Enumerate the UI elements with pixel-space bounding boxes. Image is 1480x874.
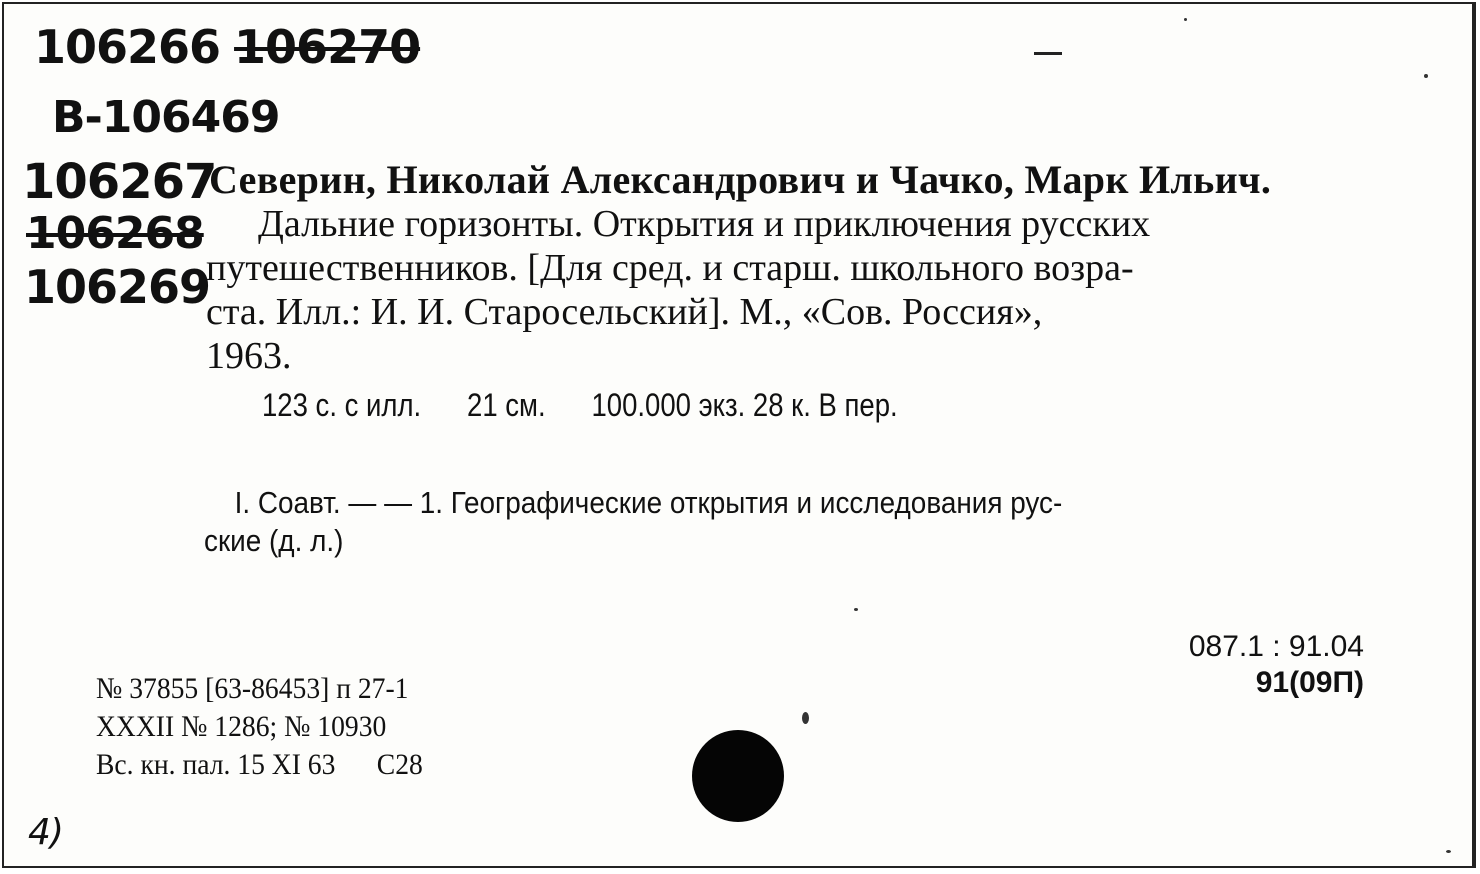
tracing-line: I. Соавт. — — 1. Географические открытия и исследования рус-	[234, 485, 1063, 520]
card-punch-hole	[692, 730, 784, 822]
description-line: Дальние горизонты. Открытия и приключения русских	[258, 203, 1151, 245]
description-line: ста. Илл.: И. И. Старосельский]. М., «Сов. Россия»,	[206, 291, 1043, 333]
bbk-classification: 91(09П)	[1255, 666, 1364, 699]
udc-classification: 087.1 : 91.04	[1188, 630, 1364, 663]
collation-line: 123 с. с илл. 21 см. 100.000 экз. 28 к. В пер.	[262, 387, 898, 423]
catalog-card	[2, 2, 1476, 868]
title-description	[206, 202, 1376, 378]
description-line: путешественников. [Для сред. и старш. школьного возра-	[206, 247, 1134, 289]
imprint-line: Вс. кн. пал. 15 XI 63 С28	[96, 748, 423, 781]
inventory-number-line-1	[34, 20, 420, 74]
scan-speck	[1446, 850, 1451, 853]
scan-speck	[802, 712, 809, 724]
inventory-number-line-2: В-106469	[52, 92, 280, 143]
inventory-number-3: 106267	[22, 154, 217, 210]
author-heading: Северин, Николай Александрович и Чачко, Марк Ильич.	[209, 157, 1272, 202]
imprint-line: XXXII № 1286; № 10930	[96, 710, 387, 743]
imprint-block	[96, 670, 423, 784]
inventory-number-1a: 106266	[34, 20, 221, 74]
imprint-line: № 37855 [63-86453] п 27-1	[96, 672, 409, 705]
scan-speck	[854, 608, 858, 611]
corner-mark: 4)	[28, 812, 63, 853]
inventory-number-4: 106268	[26, 208, 204, 259]
scan-speck	[1184, 18, 1187, 21]
tracing-line: ские (д. л.)	[204, 523, 344, 558]
tracings	[204, 484, 1329, 560]
scan-speck	[1034, 52, 1062, 55]
description-line: 1963.	[206, 335, 292, 377]
scan-speck	[1424, 74, 1428, 78]
inventory-number-5: 106269	[24, 260, 211, 314]
inventory-number-1b: 106270	[234, 20, 421, 74]
